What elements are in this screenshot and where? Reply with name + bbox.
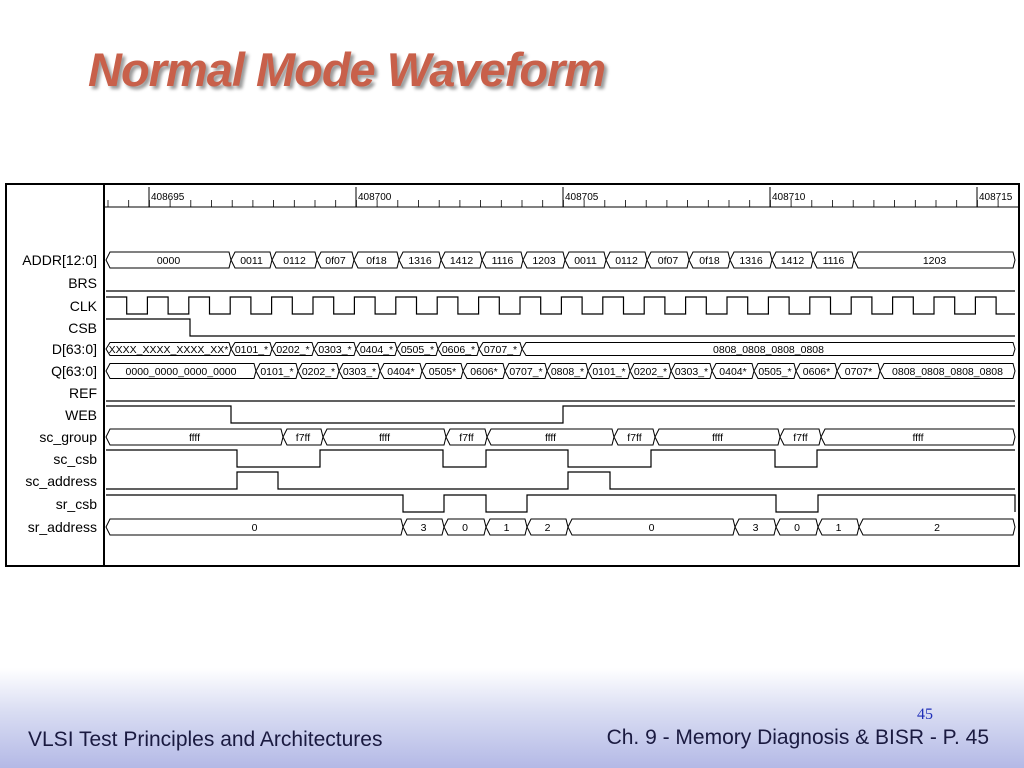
bus-value-label: 0303_* <box>674 366 709 378</box>
bus-value-label: 0 <box>251 522 258 534</box>
bus-value-label: 0101_* <box>234 344 269 356</box>
slide-title: Normal Mode Waveform <box>88 43 606 96</box>
bus-value-label: f7ff <box>295 432 311 444</box>
bus-value-label: 0808_* <box>550 366 585 378</box>
signal-name-label: CLK <box>69 298 97 314</box>
bus-value-label: 1 <box>503 522 510 534</box>
bus-value-label: 1412 <box>449 255 474 267</box>
bus-value-label: 0112 <box>615 255 638 267</box>
signal-name-label: sc_address <box>25 473 97 489</box>
bus-value-label: 0112 <box>283 255 306 267</box>
signal-name-label: CSB <box>68 320 97 336</box>
bus-value-label: 0606* <box>802 366 831 378</box>
bus-value-label: 0101_* <box>592 366 626 378</box>
time-marker-label: 408700 <box>358 192 392 203</box>
bus-value-label: 0 <box>462 522 468 534</box>
bus-value-label: f7ff <box>627 432 642 444</box>
bus-value-label: f7ff <box>793 432 808 444</box>
page-number: 45 <box>917 706 933 723</box>
bus-value-label: 1316 <box>739 255 763 267</box>
bus-value-label: 0 <box>794 522 800 534</box>
bus-value-label: 0808_0808_0808_0808 <box>892 366 1003 378</box>
bus-value-label: 0011 <box>574 255 597 267</box>
bus-value-label: 3 <box>420 522 427 534</box>
bus-value-label: 0707* <box>844 366 873 378</box>
bus-value-label: 0202_* <box>301 366 336 378</box>
signal-name-label: ADDR[12:0] <box>22 252 97 268</box>
bus-value-label: ffff <box>188 432 201 444</box>
bus-value-label: 0011 <box>240 255 263 267</box>
bus-value-label: 3 <box>752 522 759 534</box>
slide-footer <box>0 668 1024 768</box>
signal-name-label: sc_csb <box>53 451 97 467</box>
bus-value-label: 0606* <box>470 366 498 378</box>
bus-value-label: 0505* <box>428 366 457 378</box>
bus-value-label: 0404_* <box>359 344 394 356</box>
bus-value-label: ffff <box>378 432 391 444</box>
bus-value-label: 0000_0000_0000_0000 <box>125 366 237 378</box>
bus-value-label: 1203 <box>922 255 947 267</box>
bus-value-label: 1316 <box>408 255 432 267</box>
bus-value-label: 0f07 <box>657 255 679 267</box>
signal-name-label: WEB <box>65 407 97 423</box>
waveform-diagram <box>5 183 1021 568</box>
bus-value-label: 0303_* <box>318 344 352 356</box>
bus-value-label: 0202_* <box>633 366 668 378</box>
time-marker-label: 408705 <box>565 192 599 203</box>
signal-name-label: sr_csb <box>55 496 97 512</box>
time-marker-label: 408695 <box>151 192 185 203</box>
bus-value-label: 0707_* <box>509 366 543 378</box>
bus-value-label: 0404* <box>719 366 747 378</box>
signal-name-label: BRS <box>68 275 97 291</box>
bus-value-label: f7ff <box>459 432 474 444</box>
bus-value-label: 1 <box>835 522 842 534</box>
footer-course-title: VLSI Test Principles and Architectures <box>28 728 383 751</box>
bus-value-label: 0101_* <box>260 366 294 378</box>
signal-name-label: D[63:0] <box>51 341 97 357</box>
bus-value-label: 2 <box>544 522 551 534</box>
bus-value-label: ffff <box>711 432 724 444</box>
bus-value-label: 0f18 <box>366 255 387 267</box>
footer-chapter-info: Ch. 9 - Memory Diagnosis & BISR - P. 45 <box>606 726 989 749</box>
signal-name-label: REF <box>69 385 97 401</box>
bus-value-label: 0606_* <box>441 344 476 356</box>
bus-value-label: 0808_0808_0808_0808 <box>713 344 824 356</box>
signal-name-label: sr_address <box>27 519 97 535</box>
bus-value-label: 0f18 <box>699 255 720 267</box>
bus-value-label: 2 <box>934 522 940 534</box>
bus-value-label: 1412 <box>780 255 805 267</box>
bus-value-label: XXXX_XXXX_XXXX_XX* <box>108 344 229 356</box>
bus-value-label: 1203 <box>532 255 556 267</box>
time-marker-label: 408710 <box>772 192 806 203</box>
bus-value-label: 1116 <box>491 255 514 267</box>
signal-name-label: Q[63:0] <box>51 363 97 379</box>
bus-value-label: 0404* <box>387 366 415 378</box>
bus-value-label: 0505_* <box>400 344 435 356</box>
waveform-panel <box>5 183 1021 568</box>
bus-value-label: ffff <box>544 432 557 444</box>
bus-value-label: ffff <box>912 432 924 444</box>
bus-value-label: 0000 <box>156 255 181 267</box>
signal-name-label: sc_group <box>39 429 97 445</box>
bus-value-label: 0f07 <box>325 255 346 267</box>
time-marker-label: 408715 <box>979 192 1013 203</box>
bus-value-label: 0707_* <box>483 344 518 356</box>
bus-value-label: 0 <box>648 522 655 534</box>
bus-value-label: 0505_* <box>758 366 792 378</box>
bus-value-label: 0303_* <box>342 366 377 378</box>
bus-value-label: 0202_* <box>276 344 310 356</box>
bus-value-label: 1116 <box>822 255 845 267</box>
